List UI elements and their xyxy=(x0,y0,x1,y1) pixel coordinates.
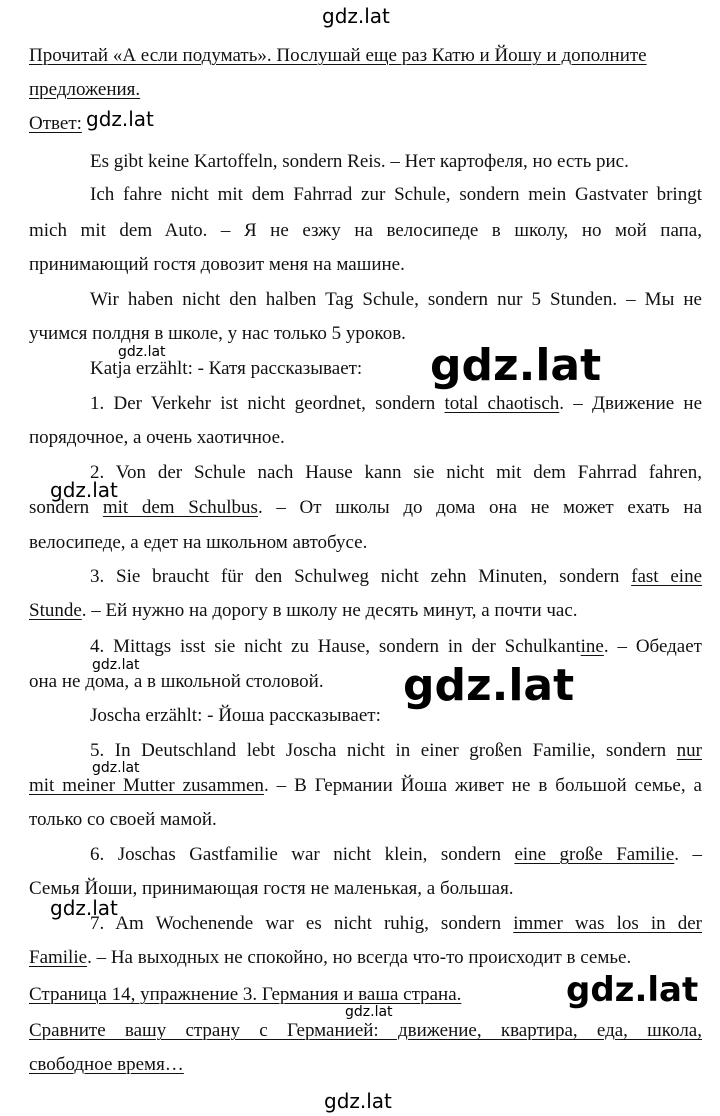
list-item: 4. Mittags isst sie nicht zu Hause, sondern in der Schulkantine. – Обедает xyxy=(90,636,702,657)
list-item: велосипеде, а едет на школьном автобусе. xyxy=(29,532,368,553)
list-item: Семья Йоши, принимающая гостя не маленькая, а большая. xyxy=(29,878,514,899)
watermark: gdz.lat xyxy=(50,478,118,502)
list-item: она не дома, а в школьной столовой. xyxy=(29,671,324,692)
paragraph-line: Wir haben nicht den halben Tag Schule, sondern nur 5 Stunden. – Мы не xyxy=(90,289,702,310)
task-line-1: Прочитай «А если подумать». Послушай еще раз Катю и Йошу и дополните xyxy=(29,45,647,66)
paragraph-line: mich mit dem Auto. – Я не езжу на велосипеде в школу, но мой папа, xyxy=(29,220,702,241)
task-line-2: предложения. xyxy=(29,79,141,100)
paragraph-line: Ich fahre nicht mit dem Fahrrad zur Schule, sondern mein Gastvater bringt xyxy=(90,184,702,205)
list-item: порядочное, а очень хаотичное. xyxy=(29,427,285,448)
paragraph-line: принимающий гостя довозит меня на машине. xyxy=(29,254,405,275)
next-task-line: свободное время… xyxy=(29,1054,184,1075)
list-item: sondern mit dem Schulbus. – От школы до дома она не может ехать на xyxy=(29,497,703,518)
watermark: gdz.lat xyxy=(430,340,602,391)
paragraph-line: Es gibt keine Kartoffeln, sondern Reis. – Нет картофеля, но есть рис. xyxy=(90,151,629,172)
watermark: gdz.lat xyxy=(86,107,154,131)
section-heading-joscha: Joscha erzählt: - Йоша рассказывает: xyxy=(90,705,381,726)
watermark: gdz.lat xyxy=(322,4,390,28)
list-item: 7. Am Wochenende war es nicht ruhig, sondern immer was los in der xyxy=(90,913,703,934)
watermark: gdz.lat xyxy=(324,1089,392,1113)
watermark: gdz.lat xyxy=(92,657,140,673)
list-item: Stunde. – Ей нужно на дорогу в школу не десять минут, а почти час. xyxy=(29,600,578,621)
next-task-line: Сравните вашу страну с Германией: движение, квартира, еда, школа, xyxy=(29,1020,702,1041)
list-item: 3. Sie braucht für den Schulweg nicht zehn Minuten, sondern fast eine xyxy=(90,566,702,587)
list-item: 6. Joschas Gastfamilie war nicht klein, sondern eine große Familie. – xyxy=(90,844,702,865)
watermark: gdz.lat xyxy=(50,896,118,920)
list-item: 1. Der Verkehr ist nicht geordnet, sondern total chaotisch. – Движение не xyxy=(90,393,703,414)
list-item: 5. In Deutschland lebt Joscha nicht in einer großen Familie, sondern nur xyxy=(90,740,702,761)
list-item: Familie. – На выходных не спокойно, но всегда что-то происходит в семье. xyxy=(29,947,632,968)
next-task-heading: Страница 14, упражнение 3. Германия и ваша страна. xyxy=(29,984,462,1005)
paragraph-line: учимся полдня в школе, у нас только 5 уроков. xyxy=(29,323,406,344)
watermark: gdz.lat xyxy=(403,660,575,711)
watermark: gdz.lat xyxy=(345,1004,393,1020)
section-heading-katja: Katja erzählt: - Катя рассказывает: xyxy=(90,358,363,379)
list-item: mit meiner Mutter zusammen. – В Германии Йоша живет не в большой семье, а xyxy=(29,775,702,796)
watermark: gdz.lat xyxy=(92,760,140,776)
list-item: только со своей мамой. xyxy=(29,809,217,830)
watermark: gdz.lat xyxy=(118,344,166,360)
answer-label: Ответ: xyxy=(29,113,82,134)
watermark: gdz.lat xyxy=(566,970,699,1010)
list-item: 2. Von der Schule nach Hause kann sie nicht mit dem Fahrrad fahren, xyxy=(90,462,702,483)
